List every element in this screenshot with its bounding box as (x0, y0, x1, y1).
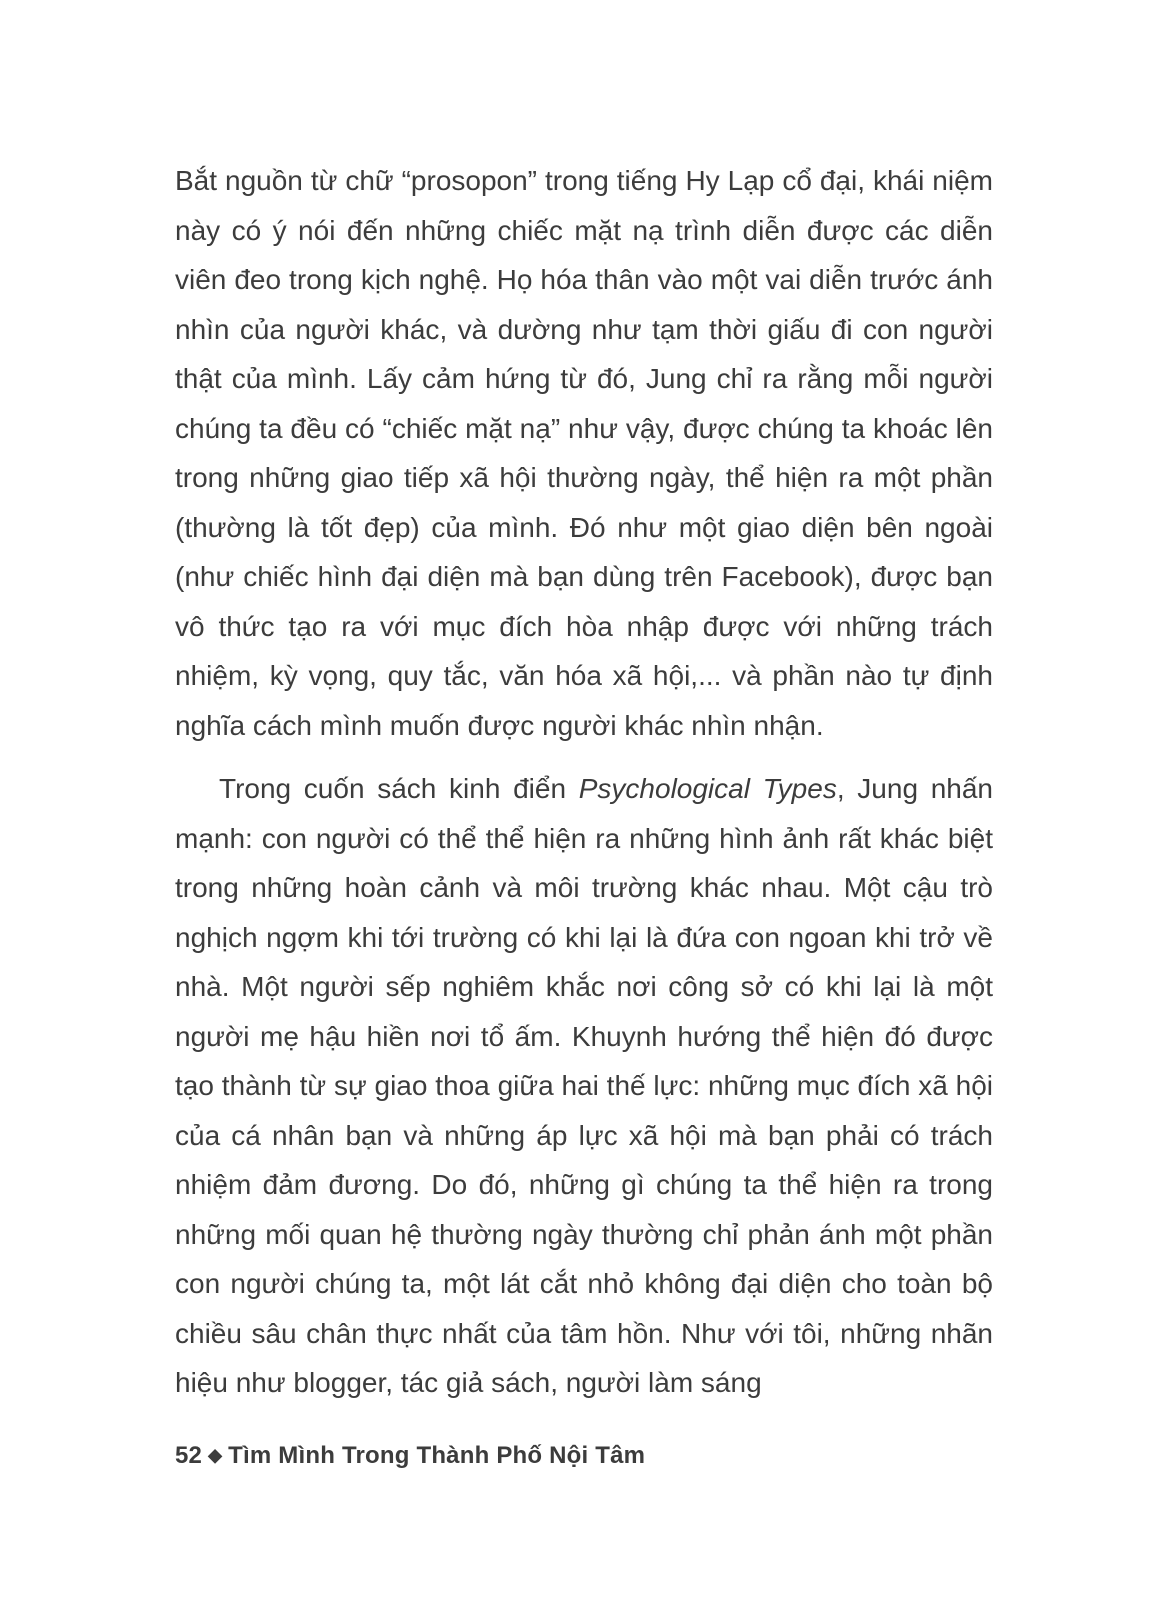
paragraph-text: Bắt nguồn từ chữ “prosopon” trong tiếng Hy Lạp cổ đại, khái niệm này có ý nói đến những chiếc mặt nạ trình diễn được các diễn viên đeo trong kịch nghệ. Họ hóa thân vào một vai diễn trước ánh nhìn của người khác, và dường như tạm thời giấu đi con người thật của mình. Lấy cảm hứng từ đó, Jung chỉ ra rằng mỗi người chúng ta đều có “chiếc mặt nạ” như vậy, được chúng ta khoác lên trong những giao tiếp xã hội thường ngày, thể hiện ra một phần (thường là tốt đẹp) của mình. Đó như một giao diện bên ngoài (như chiếc hình đại diện mà bạn dùng trên Facebook), được bạn vô thức tạo ra với mục đích hòa nhập được với những trách nhiệm, kỳ vọng, quy tắc, văn hóa xã hội,... và phần nào tự định nghĩa cách mình muốn được người khác nhìn nhận. (175, 165, 993, 741)
page-number: 52 (175, 1442, 203, 1469)
page-body-text (175, 156, 993, 1408)
paragraph-text: Trong cuốn sách kinh điển (219, 773, 579, 804)
diamond-separator-icon: ◆ (208, 1445, 223, 1465)
footer-book-title: Tìm Mình Trong Thành Phố Nội Tâm (228, 1442, 646, 1469)
page-footer (175, 1442, 993, 1470)
paragraph (175, 156, 993, 750)
paragraph (175, 764, 993, 1408)
paragraph-text: , Jung nhấn mạnh: con người có thể thể hiện ra những hình ảnh rất khác biệt trong những hoàn cảnh và môi trường khác nhau. Một cậu trò nghịch ngợm khi tới trường có khi lại là đứa con ngoan khi trở về nhà. Một người sếp nghiêm khắc nơi công sở có khi lại là một người mẹ hậu hiền nơi tổ ấm. Khuynh hướng thể hiện đó được tạo thành từ sự giao thoa giữa hai thế lực: những mục đích xã hội của cá nhân bạn và những áp lực xã hội mà bạn phải có trách nhiệm đảm đương. Do đó, những gì chúng ta thể hiện ra trong những mối quan hệ thường ngày thường chỉ phản ánh một phần con người chúng ta, một lát cắt nhỏ không đại diện cho toàn bộ chiều sâu chân thực nhất của tâm hồn. Như với tôi, những nhãn hiệu như blogger, tác giả sách, người làm sáng (175, 773, 994, 1398)
book-title-reference: Psychological Types (578, 773, 837, 804)
